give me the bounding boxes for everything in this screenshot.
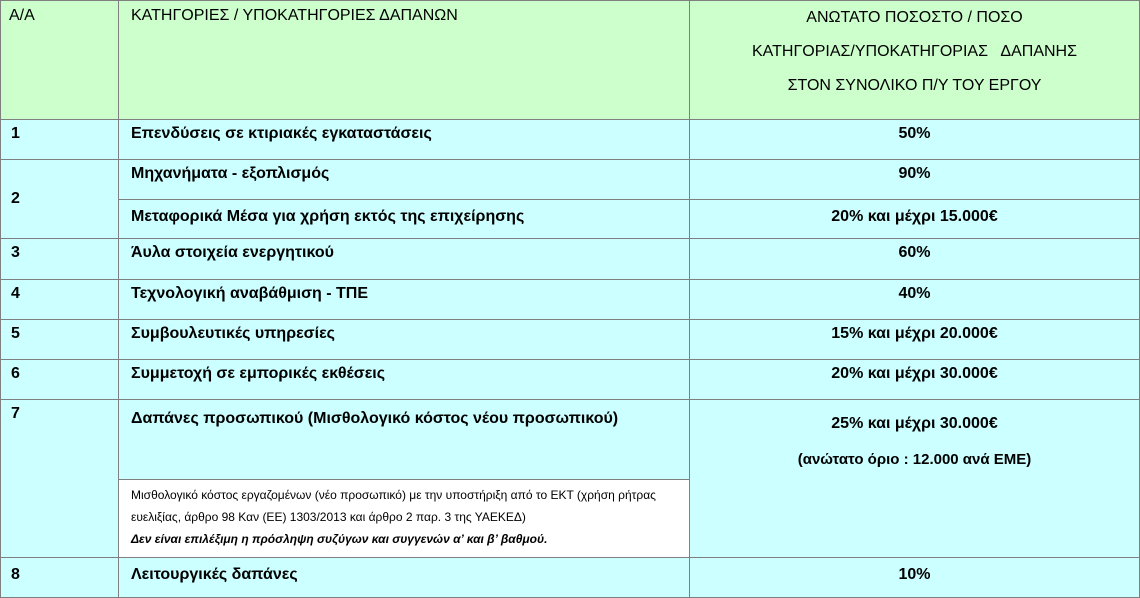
row-percent-main: 25% και μέχρι 30.000€ xyxy=(831,415,998,432)
row-percent: 60% xyxy=(690,239,1140,280)
row-percent: 50% xyxy=(690,120,1140,160)
table-row xyxy=(1,558,1140,598)
row-category: Μεταφορικά Μέσα για χρήση εκτός της επιχείρησης xyxy=(119,200,690,239)
table-row xyxy=(1,239,1140,280)
header-categories xyxy=(119,1,690,120)
row-percent xyxy=(690,400,1140,558)
row-category: Μηχανήματα - εξοπλισμός xyxy=(119,160,690,200)
table-row xyxy=(1,400,1140,480)
row-percent: 10% xyxy=(690,558,1140,598)
row-category: Επενδύσεις σε κτιριακές εγκαταστάσεις xyxy=(119,120,690,160)
row-number: 2 xyxy=(1,160,119,239)
table-row xyxy=(1,320,1140,360)
row-number: 8 xyxy=(1,558,119,598)
header-percent-line3: ΣΤΟΝ ΣΥΝΟΛΙΚΟ Π/Υ ΤΟΥ ΕΡΓΟΥ xyxy=(787,77,1042,94)
row-percent: 20% και μέχρι 15.000€ xyxy=(690,200,1140,239)
note-italic: Δεν είναι επιλέξιμη η πρόσληψη συζύγων και συγγενών α’ και β’ βαθμού. xyxy=(131,532,548,546)
staff-cost-note xyxy=(119,480,690,558)
row-category: Συμμετοχή σε εμπορικές εκθέσεις xyxy=(119,360,690,400)
row-category: Λειτουργικές δαπάνες xyxy=(119,558,690,598)
note-text: Μισθολογικό κόστος εργαζομένων (νέο προσωπικό) με την υποστήριξη από το ΕΚΤ (χρήση ρήτρας ευελιξίας, άρθρο 98 Καν (ΕΕ) 1303/2013 και άρθρο 2 παρ. 3 της ΥΑΕΚΕΔ) xyxy=(131,488,656,524)
row-percent: 90% xyxy=(690,160,1140,200)
row-number: 6 xyxy=(1,360,119,400)
table-row xyxy=(1,200,1140,239)
header-aa-text: Α/Α xyxy=(9,7,35,24)
header-percent-line1: ΑΝΩΤΑΤΟ ΠΟΣΟΣΤΟ / ΠΟΣΟ xyxy=(806,9,1023,26)
table-row xyxy=(1,360,1140,400)
table-row xyxy=(1,160,1140,200)
header-categories-text: ΚΑΤΗΓΟΡΙΕΣ / ΥΠΟΚΑΤΗΓΟΡΙΕΣ ΔΑΠΑΝΩΝ xyxy=(131,7,458,24)
header-percent-line2: ΚΑΤΗΓΟΡΙΑΣ/ΥΠΟΚΑΤΗΓΟΡΙΑΣ ΔΑΠΑΝΗΣ xyxy=(752,43,1077,60)
row-percent-sub: (ανώτατο όριο : 12.000 ανά ΕΜΕ) xyxy=(797,451,1032,468)
row-category: Άυλα στοιχεία ενεργητικού xyxy=(119,239,690,280)
row-number: 7 xyxy=(1,400,119,558)
row-category: Συμβουλευτικές υπηρεσίες xyxy=(119,320,690,360)
row-number: 3 xyxy=(1,239,119,280)
table-row xyxy=(1,280,1140,320)
row-percent: 40% xyxy=(690,280,1140,320)
table-header-row xyxy=(1,1,1140,120)
header-percent xyxy=(690,1,1140,120)
header-aa xyxy=(1,1,119,120)
row-percent: 20% και μέχρι 30.000€ xyxy=(690,360,1140,400)
row-number: 5 xyxy=(1,320,119,360)
table-row xyxy=(1,120,1140,160)
row-category: Δαπάνες προσωπικού (Μισθολογικό κόστος νέου προσωπικού) xyxy=(119,400,690,480)
row-number: 1 xyxy=(1,120,119,160)
row-number: 4 xyxy=(1,280,119,320)
row-category: Τεχνολογική αναβάθμιση - ΤΠΕ xyxy=(119,280,690,320)
row-percent: 15% και μέχρι 20.000€ xyxy=(690,320,1140,360)
